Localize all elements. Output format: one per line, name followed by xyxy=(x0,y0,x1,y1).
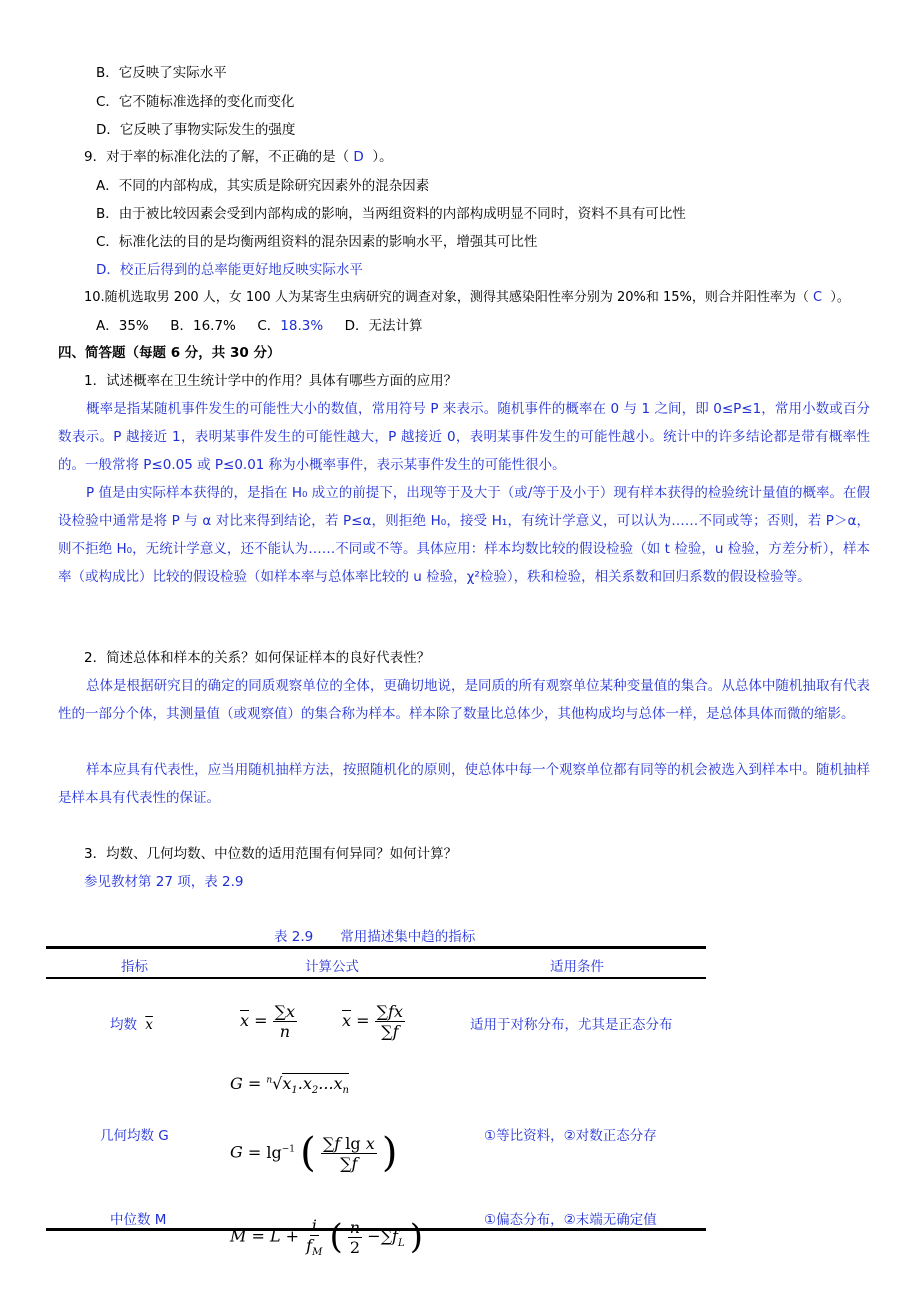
q10-answer: C xyxy=(813,290,823,305)
geomean-formula-log: $G = \lg^{-1}$ ( $\frac{\text{∑f lg x}}{\sum f}$ ) xyxy=(230,1130,398,1176)
q10-stem-text: 10.随机选取男 200 人，女 100 人为某寄生虫病研究的调查对象，测得其感染阳性率分别为 20%和 15%，则合并阳性率为（ xyxy=(84,290,809,305)
s1-paragraph-2: P 值是由实际样本获得的，是指在 H₀ 成立的前提下，出现等于及大于（或/等于及小于）现有样本获得的检验统计量值的概率。在假设检验中通常是将 P 与 α 对比来得到结论，若 P≤α，则拒绝 H₀，接受 H₁，有统计学意义，可以认为……不同或等；否则，若 P＞α，则不拒绝 H₀，无统计学意义，还不能认为……不同或不等。具体应用：样本均数比较的假设检验（如 t 检验，u 检验，方差分析），样本率（或构成比）比较的假设检验（如样本率与总体率比较的 u 检验，χ²检验），秩和检验，相关系数和回归系数的假设检验等。 xyxy=(58,485,870,585)
q10-option-c-value: 18.3% xyxy=(280,318,324,334)
median-formula: M = L + $\frac{i}{f_M}$ ( $\frac{n}{2}$ $-\sum f_L$ ) xyxy=(230,1216,423,1259)
q9-option-c: C．标准化法的目的是均衡两组资料的混杂因素的影响水平，增强其可比性 xyxy=(96,234,538,250)
geomean-formula-root: $G = ^n√x_1.x_2...x_n$ xyxy=(230,1074,349,1097)
q10-option-b: B．16.7% xyxy=(170,318,236,334)
q8-option-c: C．它不随标准选择的变化而变化 xyxy=(96,94,295,110)
q10-options xyxy=(96,317,423,335)
q9-stem-text: 9．对于率的标准化法的了解，不正确的是（ xyxy=(84,149,350,165)
mean-label: 均数 xyxy=(110,1017,137,1033)
table-row-mean-name xyxy=(110,1016,153,1034)
s2-paragraph-2: 样本应具有代表性，应当用随机抽样方法，按照随机化的原则，使总体中每一个观察单位都有同等的机会被选入到样本中。随机抽样是样本具有代表性的保证。 xyxy=(58,762,870,806)
q8-option-b: B．它反映了实际水平 xyxy=(96,65,227,81)
q10-option-d: D．无法计算 xyxy=(344,318,423,334)
table-row-geomean-condition: ①等比资料，②对数正态分存 xyxy=(484,1128,657,1144)
q9-option-b: B．由于被比较因素会受到内部构成的影响，当两组资料的内部构成明显不同时，资料不具有可比性 xyxy=(96,206,686,222)
s2-question: 2．简述总体和样本的关系？如何保证样本的良好代表性？ xyxy=(84,650,431,666)
s1-question: 1．试述概率在卫生统计学中的作用？具体有哪些方面的应用？ xyxy=(84,373,458,389)
s2-paragraph-1: 总体是根据研究目的确定的同质观察单位的全体，更确切地说，是同质的所有观察单位某种变量值的集合。从总体中随机抽取有代表性的一部分个体，其测量值（或观察值）的集合称为样本。样本除了数量比总体少，其他构成均与总体一样，是总体具体而微的缩影。 xyxy=(58,678,870,722)
s3-reference: 参见教材第 27 项，表 2.9 xyxy=(84,874,244,890)
table-header-rule xyxy=(46,977,706,979)
q9-stem-end: ）。 xyxy=(372,149,393,165)
table-caption: 表 2.9 常用描述集中趋的指标 xyxy=(274,929,476,945)
mean-formula-weighted: $\overline{x}$ = $\frac{\sum fx}{\sum f}$ xyxy=(342,1002,403,1041)
s1-paragraph-1: 概率是指某随机事件发生的可能性大小的数值，常用符号 P 来表示。随机事件的概率在 0 与 1 之间，即 0≤P≤1，常用小数或百分数表示。P 越接近 1，表明某事件发生的可能性越大，P 越接近 0，表明某事件发生的可能性越小。统计中的许多结论都是带有概率性的。一般常将 P≤0.05 或 P≤0.01 称为小概率事件，表示某事件发生的可能性很小。 xyxy=(58,401,870,473)
table-header-indicator: 指标 xyxy=(121,959,148,975)
table-top-rule xyxy=(46,946,706,949)
q10-option-c-label: C． xyxy=(257,318,281,334)
mean-formula-simple: $\overline{x}$ = $\frac{\sum x}{n}$ xyxy=(240,1002,296,1041)
table-header-condition: 适用条件 xyxy=(550,959,604,975)
table-header-formula: 计算公式 xyxy=(305,959,359,975)
q9-answer: D xyxy=(353,149,364,165)
q9-stem xyxy=(84,148,393,166)
q9-option-a: A．不同的内部构成，其实质是除研究因素外的混杂因素 xyxy=(96,178,430,194)
q9-option-d: D．校正后得到的总率能更好地反映实际水平 xyxy=(96,262,363,278)
s3-question: 3．均数、几何均数、中位数的适用范围有何异同？如何计算？ xyxy=(84,846,458,862)
q10-stem-end: ）。 xyxy=(830,290,850,305)
table-row-median-condition: ①偏态分布，②末端无确定值 xyxy=(484,1212,657,1228)
q10-stem xyxy=(84,289,850,307)
section4-title: 四、简答题（每题 6 分，共 30 分） xyxy=(58,345,281,361)
q10-option-a: A．35% xyxy=(96,318,149,334)
table-row-geomean-name: 几何均数 G xyxy=(100,1128,169,1144)
q8-option-d: D．它反映了事物实际发生的强度 xyxy=(96,122,296,138)
table-row-mean-condition: 适用于对称分布，尤其是正态分布 xyxy=(470,1017,673,1033)
table-row-median-name: 中位数 M xyxy=(110,1212,167,1228)
mean-symbol: $\overline{x}$ xyxy=(145,1017,153,1033)
